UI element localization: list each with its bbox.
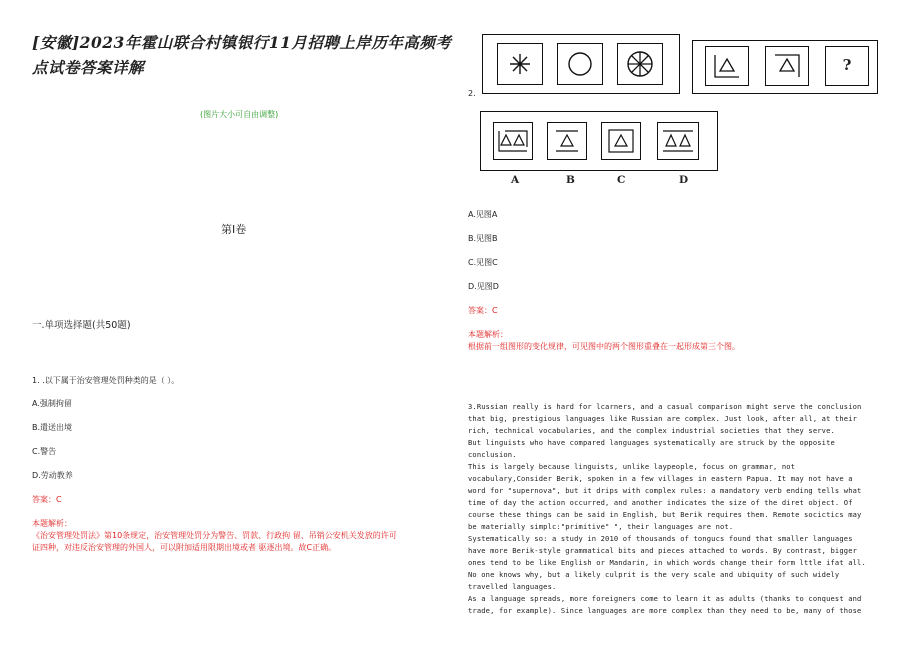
choice-d-label: D bbox=[679, 174, 689, 186]
page-title: [安徽]2023年霍山联合村镇银行11月招聘上岸历年高频考点试卷答案详解 bbox=[32, 33, 452, 77]
question-3-passage bbox=[468, 401, 866, 617]
question-1-analysis-title: 本题解析： bbox=[32, 519, 72, 528]
choice-d-figure bbox=[657, 122, 699, 160]
figure-cell-bracket-triangle bbox=[705, 46, 749, 86]
question-1-stem: 1. .以下属于治安管理处罚种类的是（ ）。 bbox=[32, 376, 180, 385]
circle-figure-icon bbox=[558, 44, 602, 84]
passage-line: ones tend to be like English or Mandarin, in which words change their form lttle ifat all. bbox=[468, 558, 866, 567]
passage-line: word for "supernova", but it drips with complex rules: a mandatory verb ending tells what bbox=[468, 486, 862, 495]
passage-line: But linguists who have compared languages systematically are struck by the opposite bbox=[468, 438, 835, 447]
circle-with-asterisk-figure-icon bbox=[618, 44, 662, 84]
question-1-analysis-line-2: 证四种，对违反治安管理的外国人，可以附加适用限期出境或者 驱逐出境。故C正确。 bbox=[32, 543, 337, 552]
choice-c-label: C bbox=[617, 174, 626, 186]
figure-group-1 bbox=[482, 34, 680, 94]
question-2-number: 2. bbox=[468, 89, 476, 98]
choice-b-label: B bbox=[566, 174, 575, 186]
question-1-option-c: C.警告 bbox=[32, 447, 57, 456]
bracket-triangle-figure-icon bbox=[706, 47, 748, 85]
question-1-answer: 答案：C bbox=[32, 495, 62, 504]
passage-line: This is largely because linguists, unlike laypeople, focus on grammar, not bbox=[468, 462, 796, 471]
figure-cell-corner-triangle bbox=[765, 46, 809, 86]
question-2-answer: 答案：C bbox=[468, 306, 498, 315]
volume-heading: 第I卷 bbox=[221, 223, 247, 236]
choice-b-figure bbox=[547, 122, 587, 160]
figure-cell-unknown bbox=[825, 46, 869, 86]
asterisk-figure-icon bbox=[498, 44, 542, 84]
corner-triangle-figure-icon bbox=[766, 47, 808, 85]
passage-line: No one knows why, but a likely culprit is the very scale and ubiquity of such widely bbox=[468, 570, 840, 579]
figure-cell-circle bbox=[557, 43, 603, 85]
question-2-option-c: C.见图C bbox=[468, 258, 498, 267]
choice-d-figure-icon bbox=[658, 123, 698, 159]
passage-line: rich, technical vocabularies, and the complex industrial societies that they serve. bbox=[468, 426, 835, 435]
question-2-analysis: 根据前一组图形的变化规律，可见图中的两个图形重叠在一起形成第三个图。 bbox=[468, 342, 740, 351]
question-2-option-b: B.见图B bbox=[468, 234, 498, 243]
passage-line: time of day the action occurred, and another indicates the size of the diret object. Of bbox=[468, 498, 853, 507]
passage-line: trade, for example). Since languages are more complex than they need to be, many of those bbox=[468, 606, 862, 615]
passage-line: that big, prestigious languages like Russian are complex. Just look, after all, at their bbox=[468, 414, 858, 423]
question-1-option-a: A.强制拘留 bbox=[32, 399, 72, 408]
figure-choices bbox=[480, 111, 718, 171]
passage-line: have more Berik-style grammatical bits and pieces attached to words. By contrast, bigger bbox=[468, 546, 858, 555]
passage-line: conclusion. bbox=[468, 450, 517, 459]
passage-line: As a language spreads, more foreigners come to learn it as adults (thanks to conquest and bbox=[468, 594, 862, 603]
passage-line: travelled languages. bbox=[468, 582, 557, 591]
choice-b-figure-icon bbox=[548, 123, 586, 159]
choice-c-figure bbox=[601, 122, 641, 160]
question-2-analysis-title: 本题解析： bbox=[468, 330, 508, 339]
figure-cell-asterisk bbox=[497, 43, 543, 85]
passage-line: course these things can be said in English, but Berik requires them. Remote socictics may bbox=[468, 510, 862, 519]
question-1-analysis-line-1: 《治安管理处罚法》第10条规定，治安管理处罚分为警告、罚款、行政拘 留、吊销公安机关发放的许可 bbox=[32, 531, 397, 540]
choice-a-figure-icon bbox=[494, 123, 532, 159]
passage-line: 3.Russian really is hard for lcarners, and a casual comparison might serve the conclusion bbox=[468, 402, 862, 411]
choice-c-figure-icon bbox=[602, 123, 640, 159]
question-2-option-a: A.见图A bbox=[468, 210, 498, 219]
passage-line: Systematically so: a study in 2010 of thousands of tongucs found that smaller languages bbox=[468, 534, 853, 543]
question-mark: ? bbox=[842, 56, 852, 74]
question-1-option-b: B.遣送出境 bbox=[32, 423, 73, 432]
choice-a-label: A bbox=[511, 174, 520, 186]
figure-group-2 bbox=[692, 40, 878, 94]
image-size-note: (图片大小可自由调整) bbox=[200, 110, 279, 119]
choice-a-figure bbox=[493, 122, 533, 160]
question-2-option-d: D.见图D bbox=[468, 282, 499, 291]
question-1-option-d: D.劳动教养 bbox=[32, 471, 73, 480]
section-heading: 一.单项选择题(共50题) bbox=[32, 320, 131, 331]
passage-line: be materially simplc:"primitive" ", their languages are not. bbox=[468, 522, 734, 531]
figure-cell-circle-asterisk bbox=[617, 43, 663, 85]
passage-line: vocabulary,Consider Berik, spoken in a few villages in eastern Papua. It may not have a bbox=[468, 474, 853, 483]
